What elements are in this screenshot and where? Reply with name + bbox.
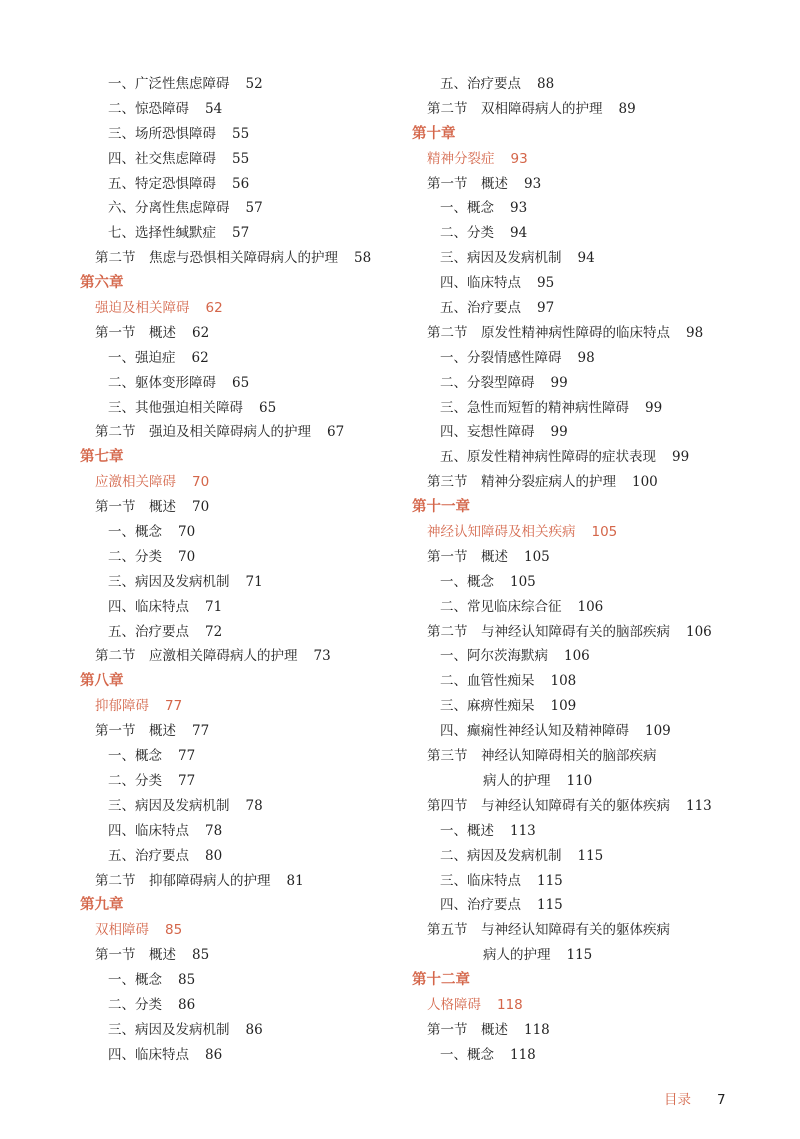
toc-section[interactable] — [412, 97, 772, 122]
toc-item[interactable] — [412, 246, 772, 271]
entry-text: 第二节 强迫及相关障碍病人的护理 — [95, 424, 311, 441]
entry-text: 五、特定恐惧障碍 — [108, 175, 216, 192]
entry-page-number: 71 — [205, 598, 223, 615]
entry-text: 四、妄想性障碍 — [440, 424, 535, 441]
toc-section[interactable] — [80, 420, 400, 445]
entry-page-number: 99 — [550, 374, 568, 391]
toc-item[interactable] — [412, 669, 772, 694]
entry-page-number: 97 — [537, 300, 555, 317]
entry-text: 第一节 概述 — [95, 947, 176, 964]
entry-page-number: 118 — [510, 1046, 536, 1063]
entry-text: 五、治疗要点 — [108, 623, 189, 640]
entry-page-number: 98 — [686, 324, 704, 341]
toc-section[interactable] — [80, 495, 400, 520]
entry-text: 六、分离性焦虑障碍 — [108, 200, 230, 217]
toc-item[interactable] — [80, 97, 400, 122]
entry-page-number: 93 — [510, 150, 528, 167]
entry-page-number: 109 — [645, 723, 671, 740]
entry-text: 四、临床特点 — [108, 822, 189, 839]
toc-item[interactable] — [80, 346, 400, 371]
entry-page-number: 80 — [205, 847, 223, 864]
entry-page-number: 77 — [178, 772, 196, 789]
toc-item[interactable] — [412, 445, 772, 470]
toc-item[interactable] — [412, 869, 772, 894]
entry-page-number: 54 — [205, 100, 223, 117]
entry-text: 病人的护理 — [483, 772, 551, 789]
entry-page-number: 78 — [245, 797, 263, 814]
toc-item[interactable] — [80, 221, 400, 246]
entry-page-number: 77 — [192, 723, 210, 740]
toc-section[interactable] — [412, 794, 772, 819]
entry-text: 一、阿尔茨海默病 — [440, 648, 548, 665]
entry-text: 第十章 — [412, 125, 456, 142]
entry-text: 三、临床特点 — [440, 872, 521, 889]
toc-item[interactable] — [80, 620, 400, 645]
entry-page-number: 94 — [577, 250, 595, 267]
page-number: 7 — [717, 1092, 726, 1108]
toc-item[interactable] — [412, 595, 772, 620]
entry-text: 五、治疗要点 — [108, 847, 189, 864]
entry-page-number: 85 — [192, 947, 210, 964]
entry-page-number: 95 — [537, 275, 555, 292]
entry-text: 一、强迫症 — [108, 349, 176, 366]
toc-item[interactable] — [412, 296, 772, 321]
entry-text: 第三节 神经认知障碍相关的脑部疾病 — [427, 748, 657, 765]
entry-page-number: 105 — [510, 573, 536, 590]
toc-item[interactable] — [412, 570, 772, 595]
chapter-title[interactable] — [412, 147, 772, 172]
toc-item[interactable] — [80, 844, 400, 869]
entry-page-number: 115 — [537, 897, 563, 914]
entry-page-number: 65 — [232, 374, 250, 391]
toc-item[interactable] — [80, 968, 400, 993]
entry-text: 第四节 与神经认知障碍有关的躯体疾病 — [427, 797, 670, 814]
toc-item[interactable] — [412, 196, 772, 221]
toc-item[interactable] — [80, 993, 400, 1018]
entry-text: 四、临床特点 — [440, 275, 521, 292]
toc-section[interactable] — [412, 321, 772, 346]
entry-page-number: 115 — [537, 872, 563, 889]
entry-text: 五、治疗要点 — [440, 76, 521, 92]
toc-item[interactable] — [412, 893, 772, 918]
entry-text: 四、癫痫性神经认知及精神障碍 — [440, 723, 629, 740]
entry-page-number: 108 — [550, 673, 577, 690]
chapter-heading[interactable] — [412, 495, 772, 520]
entry-page-number: 110 — [566, 772, 593, 789]
toc-item[interactable] — [80, 196, 400, 221]
entry-text: 二、分类 — [108, 548, 162, 565]
chapter-title[interactable] — [80, 470, 400, 495]
entry-text: 第二节 抑郁障碍病人的护理 — [95, 872, 271, 889]
entry-text: 一、概念 — [440, 573, 494, 590]
toc-section[interactable] — [80, 321, 400, 346]
entry-text: 第一节 概述 — [95, 499, 176, 516]
entry-text: 精神分裂症 — [427, 150, 495, 167]
entry-text: 第一节 概述 — [95, 324, 176, 341]
entry-page-number: 70 — [178, 548, 196, 565]
entry-text: 二、分类 — [440, 225, 494, 242]
entry-text: 第二节 与神经认知障碍有关的脑部疾病 — [427, 623, 670, 640]
entry-text: 三、病因及发病机制 — [108, 1021, 230, 1038]
entry-text: 一、概念 — [108, 524, 162, 541]
entry-text: 四、临床特点 — [108, 598, 189, 615]
entry-text: 三、病因及发病机制 — [108, 797, 230, 814]
entry-page-number: 70 — [192, 499, 210, 516]
toc-section[interactable] — [412, 1018, 772, 1043]
toc-section[interactable] — [412, 918, 772, 943]
entry-text: 第十一章 — [412, 499, 470, 516]
toc-left-column — [80, 72, 400, 1068]
entry-text: 二、分裂型障碍 — [440, 374, 535, 391]
entry-text: 第八章 — [80, 673, 124, 690]
entry-text: 四、治疗要点 — [440, 897, 521, 914]
entry-text: 神经认知障碍及相关疾病 — [427, 524, 576, 541]
entry-text: 第一节 概述 — [427, 548, 508, 565]
entry-page-number: 67 — [327, 424, 345, 441]
entry-page-number: 57 — [245, 200, 263, 217]
entry-text: 第九章 — [80, 897, 124, 914]
entry-page-number: 118 — [497, 996, 523, 1013]
toc-item[interactable] — [80, 122, 400, 147]
toc-item[interactable] — [412, 396, 772, 421]
chapter-title[interactable] — [80, 694, 400, 719]
entry-page-number: 85 — [165, 922, 183, 939]
entry-text: 双相障碍 — [95, 922, 149, 939]
entry-page-number: 106 — [577, 598, 604, 615]
chapter-title[interactable] — [412, 993, 772, 1018]
toc-item[interactable] — [80, 1043, 400, 1068]
entry-page-number: 55 — [232, 125, 250, 142]
toc-item[interactable] — [80, 769, 400, 794]
entry-text: 五、治疗要点 — [440, 300, 521, 317]
entry-text: 一、概念 — [108, 972, 162, 989]
entry-page-number: 100 — [632, 474, 658, 491]
toc-item[interactable] — [412, 371, 772, 396]
entry-text: 第一节 概述 — [95, 723, 176, 740]
entry-text: 第一节 概述 — [427, 1021, 508, 1038]
toc-item[interactable] — [412, 844, 772, 869]
entry-page-number: 86 — [245, 1021, 263, 1038]
toc-item[interactable] — [412, 221, 772, 246]
entry-text: 二、惊恐障碍 — [108, 100, 189, 117]
entry-text: 三、急性而短暂的精神病性障碍 — [440, 399, 629, 416]
entry-text: 二、躯体变形障碍 — [108, 374, 216, 391]
entry-text: 五、原发性精神病性障碍的症状表现 — [440, 449, 656, 466]
entry-page-number: 98 — [577, 349, 595, 366]
toc-item[interactable] — [412, 271, 772, 296]
entry-page-number: 105 — [524, 548, 550, 565]
entry-page-number: 106 — [686, 623, 712, 640]
entry-text: 第二节 双相障碍病人的护理 — [427, 100, 603, 117]
entry-page-number: 113 — [686, 797, 712, 814]
toc-item[interactable] — [80, 794, 400, 819]
toc-section[interactable] — [80, 246, 400, 271]
entry-page-number: 70 — [192, 474, 210, 491]
entry-page-number: 73 — [313, 648, 331, 665]
entry-page-number: 93 — [524, 175, 542, 192]
toc-item[interactable] — [80, 371, 400, 396]
entry-page-number: 70 — [178, 524, 196, 541]
entry-page-number: 113 — [510, 822, 536, 839]
toc-right-column — [412, 72, 772, 1068]
entry-text: 四、社交焦虑障碍 — [108, 150, 216, 167]
entry-text: 病人的护理 — [483, 947, 551, 964]
entry-page-number: 85 — [178, 972, 196, 989]
toc-section[interactable] — [412, 470, 772, 495]
chapter-heading[interactable] — [80, 271, 400, 296]
entry-text: 四、临床特点 — [108, 1046, 189, 1063]
toc-item[interactable] — [412, 819, 772, 844]
entry-page-number: 105 — [591, 524, 618, 541]
toc-item[interactable] — [412, 346, 772, 371]
toc-item[interactable] — [412, 1043, 772, 1068]
entry-text: 一、概述 — [440, 822, 494, 839]
entry-text: 二、血管性痴呆 — [440, 673, 535, 690]
toc-section-continuation[interactable] — [412, 769, 772, 794]
entry-text: 应激相关障碍 — [95, 474, 176, 491]
entry-text: 二、分类 — [108, 772, 162, 789]
entry-text: 三、场所恐惧障碍 — [108, 125, 216, 142]
toc-section[interactable] — [80, 644, 400, 669]
entry-text: 一、概念 — [440, 200, 494, 217]
toc-section[interactable] — [80, 869, 400, 894]
toc-item[interactable] — [412, 694, 772, 719]
entry-page-number: 52 — [245, 76, 263, 92]
entry-text: 抑郁障碍 — [95, 698, 149, 715]
toc-item[interactable] — [80, 147, 400, 172]
entry-page-number: 94 — [510, 225, 528, 242]
entry-text: 第六章 — [80, 275, 124, 292]
entry-page-number: 81 — [286, 872, 304, 889]
entry-page-number: 55 — [232, 150, 250, 167]
toc-section[interactable] — [80, 943, 400, 968]
toc-item[interactable] — [80, 520, 400, 545]
entry-page-number: 57 — [232, 225, 250, 242]
chapter-title[interactable] — [412, 520, 772, 545]
toc-item[interactable] — [80, 172, 400, 197]
toc-section[interactable] — [412, 545, 772, 570]
chapter-heading[interactable] — [80, 445, 400, 470]
chapter-title[interactable] — [80, 296, 400, 321]
entry-page-number: 58 — [354, 250, 372, 267]
entry-text: 一、分裂情感性障碍 — [440, 349, 562, 366]
entry-text: 三、病因及发病机制 — [440, 250, 562, 267]
entry-text: 三、病因及发病机制 — [108, 573, 230, 590]
entry-page-number: 56 — [232, 175, 250, 192]
toc-item[interactable] — [80, 744, 400, 769]
toc-item[interactable] — [80, 396, 400, 421]
entry-text: 三、麻痹性痴呆 — [440, 698, 535, 715]
toc-section-continuation[interactable] — [412, 943, 772, 968]
chapter-heading[interactable] — [80, 893, 400, 918]
entry-page-number: 65 — [259, 399, 277, 416]
entry-text: 第二节 原发性精神病性障碍的临床特点 — [427, 324, 670, 341]
entry-text: 一、概念 — [108, 748, 162, 765]
entry-text: 七、选择性缄默症 — [108, 225, 216, 242]
toc-item[interactable] — [80, 819, 400, 844]
toc-item[interactable] — [80, 570, 400, 595]
entry-page-number: 62 — [205, 300, 223, 317]
chapter-heading[interactable] — [412, 122, 772, 147]
entry-page-number: 86 — [205, 1046, 223, 1063]
entry-text: 第二节 应激相关障碍病人的护理 — [95, 648, 298, 665]
entry-page-number: 106 — [564, 648, 590, 665]
entry-page-number: 77 — [178, 748, 196, 765]
entry-page-number: 78 — [205, 822, 223, 839]
toc-section[interactable] — [412, 172, 772, 197]
entry-text: 一、广泛性焦虑障碍 — [108, 76, 230, 92]
entry-page-number: 72 — [205, 623, 223, 640]
entry-page-number: 62 — [191, 349, 209, 366]
entry-page-number: 99 — [645, 399, 663, 416]
entry-text: 二、分类 — [108, 996, 162, 1013]
entry-page-number: 71 — [245, 573, 263, 590]
entry-text: 第五节 与神经认知障碍有关的躯体疾病 — [427, 922, 670, 939]
entry-text: 第二节 焦虑与恐惧相关障碍病人的护理 — [95, 250, 338, 267]
entry-page-number: 89 — [618, 100, 636, 117]
entry-page-number: 86 — [178, 996, 196, 1013]
entry-text: 强迫及相关障碍 — [95, 300, 190, 317]
entry-text: 第七章 — [80, 449, 124, 466]
entry-page-number: 88 — [537, 76, 555, 92]
toc-item[interactable] — [412, 719, 772, 744]
entry-page-number: 77 — [165, 698, 183, 715]
entry-page-number: 93 — [510, 200, 528, 217]
entry-page-number: 99 — [550, 424, 568, 441]
entry-page-number: 62 — [192, 324, 210, 341]
entry-page-number: 115 — [566, 947, 593, 964]
toc-item[interactable] — [80, 72, 400, 97]
toc-section[interactable] — [80, 719, 400, 744]
entry-text: 三、其他强迫相关障碍 — [108, 399, 243, 416]
toc-item[interactable] — [80, 545, 400, 570]
toc-section[interactable] — [412, 620, 772, 645]
toc-item[interactable] — [412, 72, 772, 97]
toc-item[interactable] — [412, 420, 772, 445]
chapter-heading[interactable] — [80, 669, 400, 694]
footer-label: 目录 — [664, 1092, 691, 1108]
chapter-heading[interactable] — [412, 968, 772, 993]
entry-text: 第三节 精神分裂症病人的护理 — [427, 474, 616, 491]
entry-page-number: 118 — [524, 1021, 550, 1038]
toc-section[interactable] — [412, 744, 772, 769]
entry-page-number: 99 — [672, 449, 690, 466]
chapter-title[interactable] — [80, 918, 400, 943]
entry-text: 人格障碍 — [427, 996, 481, 1013]
entry-text: 第一节 概述 — [427, 175, 508, 192]
toc-item[interactable] — [80, 1018, 400, 1043]
entry-text: 二、常见临床综合征 — [440, 598, 562, 615]
entry-text: 一、概念 — [440, 1046, 494, 1063]
entry-page-number: 109 — [550, 698, 577, 715]
toc-item[interactable] — [80, 595, 400, 620]
entry-text: 二、病因及发病机制 — [440, 847, 562, 864]
entry-text: 第十二章 — [412, 972, 470, 989]
entry-page-number: 115 — [577, 847, 604, 864]
toc-item[interactable] — [412, 644, 772, 669]
